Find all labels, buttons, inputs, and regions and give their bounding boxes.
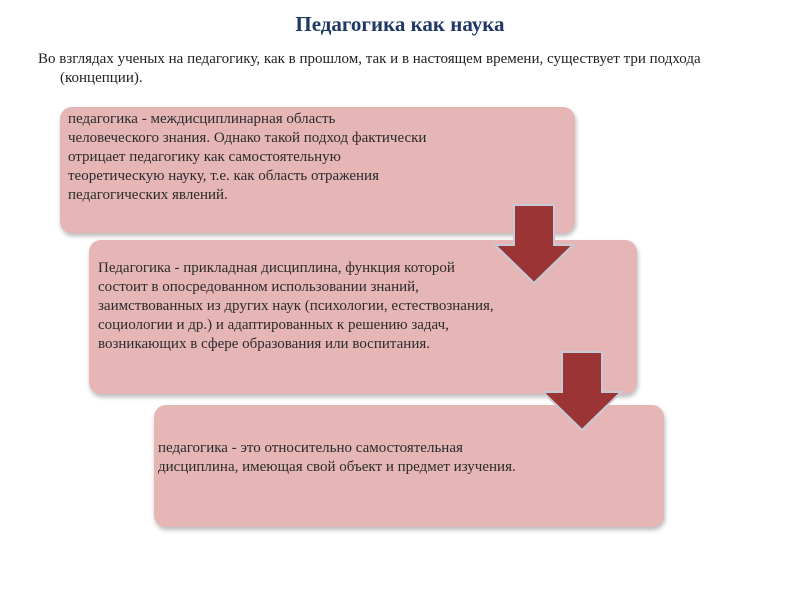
slide-title: Педагогика как наука (295, 12, 505, 36)
down-arrow-icon (493, 203, 575, 285)
concept-text-1: педагогика - междисциплинарная область человеческого знания. Однако такой подход фактически отрицает педагогику как самостоятельную теоретическую науку, т.е. как область отражения педагогических явлений. (68, 111, 427, 203)
concept-text-2: Педагогика - прикладная дисциплина, функция которой состоит в опосредованном использовании знаний, заимствованных из других наук (психологии, естествознания, социологии и др.) и адаптированных к решению задач, возникающих в сфере образования или воспитания. (98, 260, 494, 352)
intro-paragraph: Во взглядах ученых на педагогику, как в прошлом, так и в настоящем времени, существует три подхода (концепции). (38, 51, 701, 86)
down-arrow-icon (541, 350, 623, 432)
concept-text-3: педагогика - это относительно самостоятельная дисциплина, имеющая свой объект и предмет изучения. (158, 440, 516, 475)
